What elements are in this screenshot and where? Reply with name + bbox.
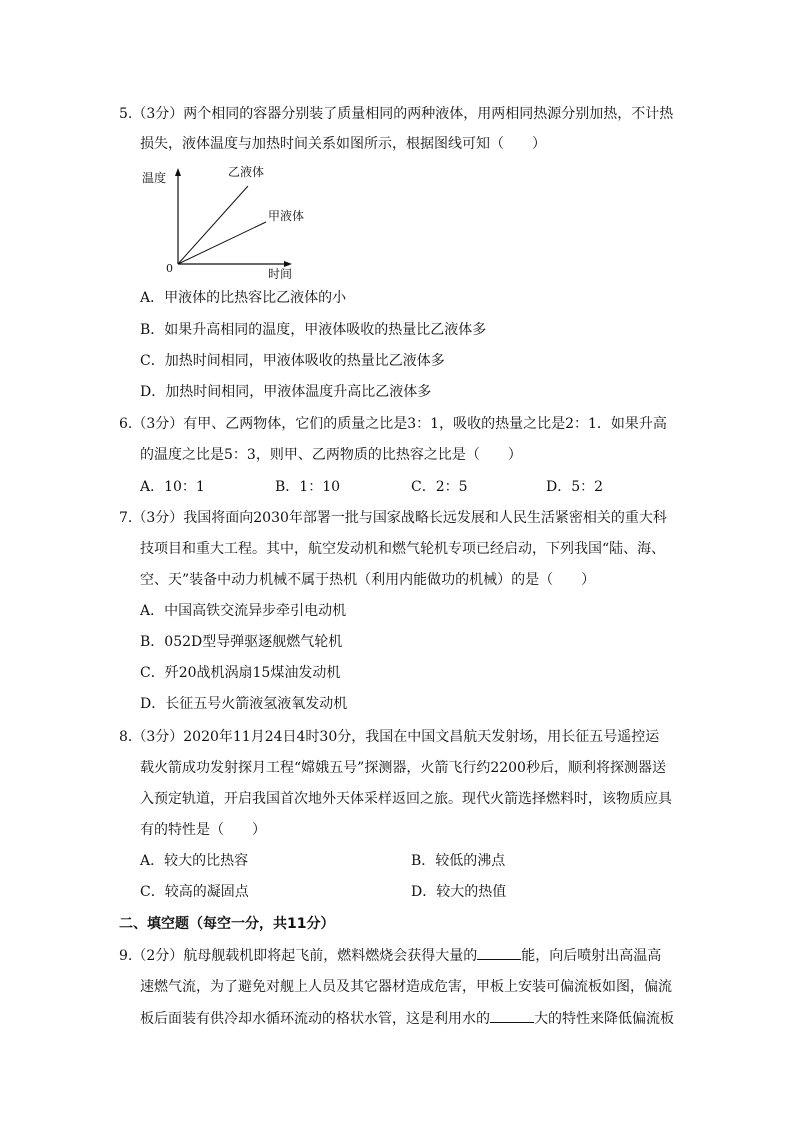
q7-option-b: B．052D型导弹驱逐舰燃气轮机 bbox=[140, 634, 343, 650]
q7-option-d: D．长征五号火箭液氢液氧发动机 bbox=[140, 696, 348, 712]
x-axis-label: 时间 bbox=[268, 267, 293, 281]
q9-stem-line3 bbox=[140, 1008, 674, 1029]
line-jia-liquid bbox=[178, 222, 266, 264]
yi-liquid-label: 乙液体 bbox=[228, 165, 265, 179]
q8-option-d: D．较大的热值 bbox=[411, 884, 507, 900]
q6-option-d: D．5：2 bbox=[546, 479, 604, 495]
q7-stem-line1: 7.（3分）我国将面向2030年部署一批与国家战略长远发展和人民生活紧密相关的重大科 bbox=[119, 510, 667, 526]
q5-stem-line1: 5.（3分）两个相同的容器分别装了质量相同的两种液体，用两相同热源分别加热，不计热 bbox=[119, 106, 674, 122]
q6-option-c: C．2：5 bbox=[411, 479, 468, 495]
q9-stem-line1 bbox=[119, 945, 661, 966]
q9-line1-part-b: 能，向后喷射出高温高 bbox=[521, 948, 662, 964]
q7-option-c: C．歼20战机涡扇15煤油发动机 bbox=[140, 665, 341, 681]
q6-stem-line1: 6.（3分）有甲、乙两物体，它们的质量之比是3：1，吸收的热量之比是2：1．如果升高 bbox=[119, 416, 667, 432]
q6-option-b: B．1：10 bbox=[275, 479, 341, 495]
q9-line1-part-a: 9.（2分）航母舰载机即将起飞前，燃料燃烧会获得大量的 bbox=[119, 948, 478, 964]
q8-stem-line1: 8.（3分）2020年11月24日4时30分，我国在中国文昌航天发射场，用长征五号遥控运 bbox=[119, 729, 660, 745]
q5-stem-line2: 损失，液体温度与加热时间关系如图所示，根据图线可知（ ） bbox=[140, 136, 546, 152]
q9-line3-part-b: 大的特性来降低偏流板 bbox=[534, 1011, 674, 1027]
q5-temperature-time-graph bbox=[138, 164, 318, 284]
q6-stem-line2: 的温度之比是5：3，则甲、乙两物质的比热容之比是（ ） bbox=[140, 447, 522, 463]
q8-option-c: C．较高的凝固点 bbox=[140, 884, 249, 900]
q8-stem-line2: 载火箭成功发射探月工程“嫦娥五号”探测器，火箭飞行约2200秒后，顺利将探测器送 bbox=[140, 760, 666, 776]
q6-option-a: A．10：1 bbox=[140, 479, 205, 495]
q7-stem-line3: 空、天”装备中动力机械不属于热机（利用内能做功的机械）的是（ ） bbox=[140, 572, 596, 588]
origin-label: 0 bbox=[166, 262, 173, 275]
q8-option-a: A．较大的比热容 bbox=[140, 853, 249, 869]
q9-line3-part-a: 板后面装有供冷却水循环流动的格状水管，这是利用水的 bbox=[140, 1011, 490, 1027]
y-axis-arrow bbox=[175, 168, 181, 176]
line-yi-liquid bbox=[178, 186, 248, 264]
q7-stem-line2: 技项目和重大工程。其中，航空发动机和燃气轮机专项已经启动，下列我国“陆、海、 bbox=[140, 541, 666, 557]
q9-stem-line2: 速燃气流，为了避免对舰上人员及其它器材造成危害，甲板上安装可偏流板如图，偏流 bbox=[140, 979, 672, 995]
q8-stem-line4: 有的特性是（ ） bbox=[140, 822, 266, 838]
y-axis-label: 温度 bbox=[142, 171, 167, 185]
q9-blank-2 bbox=[490, 1008, 534, 1023]
q7-option-a: A．中国高铁交流异步牵引电动机 bbox=[140, 603, 347, 619]
q5-option-c: C．加热时间相同，甲液体吸收的热量比乙液体多 bbox=[140, 353, 445, 369]
q8-option-b: B．较低的沸点 bbox=[411, 853, 506, 869]
q5-option-d: D．加热时间相同，甲液体温度升高比乙液体多 bbox=[140, 384, 432, 400]
q8-stem-line3: 入预定轨道，开启我国首次地外天体采样返回之旅。现代火箭选择燃料时，该物质应具 bbox=[140, 791, 672, 807]
q5-option-b: B．如果升高相同的温度，甲液体吸收的热量比乙液体多 bbox=[140, 322, 487, 338]
section-heading-fill-in: 二、填空题（每空一分，共11分） bbox=[119, 916, 335, 932]
q9-blank-1 bbox=[477, 945, 521, 960]
q5-option-a: A．甲液体的比热容比乙液体的小 bbox=[140, 290, 347, 306]
jia-liquid-label: 甲液体 bbox=[268, 209, 305, 223]
